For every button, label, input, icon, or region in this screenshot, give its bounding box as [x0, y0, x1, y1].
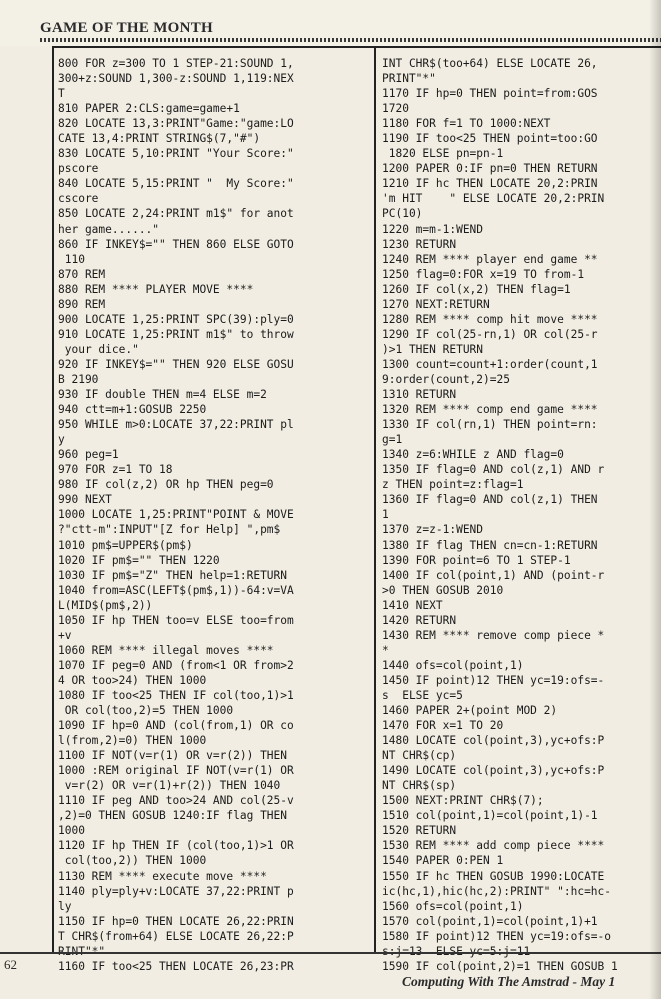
code-line: 9:order(count,2)=25: [382, 372, 510, 386]
code-line: 1110 IF peg AND too>24 AND col(25-v: [58, 794, 294, 808]
code-line: 1490 LOCATE col(point,3),yc+ofs:P: [382, 764, 605, 778]
code-line: z THEN point=z:flag=1: [382, 478, 524, 492]
code-line: 1240 REM **** player end game **: [382, 252, 598, 266]
publication-title: Computing With The Amstrad - May 1: [402, 974, 616, 989]
code-line: NT CHR$(sp): [382, 779, 457, 793]
code-line: ?"ctt-m":INPUT"[Z for Help] ",pm$: [58, 523, 281, 537]
code-line: 1000 :REM original IF NOT(v=r(1) OR: [58, 764, 294, 778]
page-header: [0, 0, 661, 46]
code-line: 1: [382, 508, 389, 522]
code-line: 830 LOCATE 5,10:PRINT "Your Score:": [58, 147, 294, 161]
code-line: 1070 IF peg=0 AND (from<1 OR from>2: [58, 658, 294, 672]
code-line: 'm HIT " ELSE LOCATE 20,2:PRIN: [382, 192, 605, 206]
code-line: 960 peg=1: [58, 448, 119, 462]
code-line: 1460 PAPER 2+(point MOD 2): [382, 704, 558, 718]
code-line: 1400 IF col(point,1) AND (point-r: [382, 568, 605, 582]
code-line: v=r(2) OR v=r(1)+r(2)) THEN 1040: [58, 779, 281, 793]
code-line: 1440 ofs=col(point,1): [382, 658, 524, 672]
code-line: 1330 IF col(rn,1) THEN point=rn:: [382, 418, 598, 432]
code-line: 1510 col(point,1)=col(point,1)-1: [382, 809, 598, 823]
code-line: 1290 IF col(25-rn,1) OR col(25-r: [382, 327, 598, 341]
code-line: 1270 NEXT:RETURN: [382, 297, 490, 311]
code-line: your dice.": [58, 342, 139, 356]
code-line: 1140 ply=ply+v:LOCATE 37,22:PRINT p: [58, 884, 294, 898]
code-line: 1100 IF NOT(v=r(1) OR v=r(2)) THEN: [58, 749, 288, 763]
code-line: cscore: [58, 192, 99, 206]
code-line: 1000: [58, 824, 85, 838]
code-line: 1200 PAPER 0:IF pn=0 THEN RETURN: [382, 162, 598, 176]
code-line: 1050 IF hp THEN too=v ELSE too=from: [58, 613, 294, 627]
code-line: 970 FOR z=1 TO 18: [58, 463, 173, 477]
code-line: 1350 IF flag=0 AND col(z,1) AND r: [382, 463, 605, 477]
code-line: col(too,2)) THEN 1000: [58, 854, 207, 868]
code-line: y: [58, 433, 65, 447]
code-line: 1280 REM **** comp hit move ****: [382, 312, 598, 326]
code-line: her game......": [58, 222, 160, 236]
code-line: 1210 IF hc THEN LOCATE 20,2:PRIN: [382, 177, 598, 191]
code-line: INT CHR$(too+64) ELSE LOCATE 26,: [382, 57, 598, 70]
code-line: 1310 RETURN: [382, 388, 457, 402]
code-line: 1520 RETURN: [382, 824, 457, 838]
code-line: 1130 REM **** execute move ****: [58, 869, 267, 883]
column-divider: [374, 46, 376, 952]
code-line: 1180 FOR f=1 TO 1000:NEXT: [382, 117, 551, 131]
code-line: PRINT"*": [382, 72, 436, 86]
code-line: 110: [58, 252, 85, 266]
code-line: 1420 RETURN: [382, 613, 457, 627]
code-line: 1500 NEXT:PRINT CHR$(7);: [382, 794, 544, 808]
code-line: 1250 flag=0:FOR x=19 TO from-1: [382, 267, 585, 281]
code-line: 1060 REM **** illegal moves ****: [58, 643, 274, 657]
code-line: 1530 REM **** add comp piece ****: [382, 839, 605, 853]
code-line: 870 REM: [58, 267, 106, 281]
code-line: 1820 ELSE pn=pn-1: [382, 147, 504, 161]
page-number: 62: [4, 957, 17, 972]
code-line: >0 THEN GOSUB 2010: [382, 583, 504, 597]
code-line: 810 PAPER 2:CLS:game=game+1: [58, 102, 240, 116]
code-line: 1570 col(point,1)=col(point,1)+1: [382, 914, 598, 928]
footer-rule: [0, 952, 661, 954]
code-line: 950 WHILE m>0:LOCATE 37,22:PRINT pl: [58, 418, 294, 432]
code-line: 1410 NEXT: [382, 598, 443, 612]
code-line: 1010 pm$=UPPER$(pm$): [58, 538, 193, 552]
code-line: 1360 IF flag=0 AND col(z,1) THEN: [382, 493, 598, 507]
code-listing-right-column: [382, 56, 661, 973]
code-line: T: [58, 87, 65, 101]
code-line: 1090 IF hp=0 AND (col(from,1) OR co: [58, 719, 294, 733]
code-line: 1000 LOCATE 1,25:PRINT"POINT & MOVE: [58, 508, 294, 522]
code-line: 1160 IF too<25 THEN LOCATE 26,23:PR: [58, 959, 294, 973]
code-line: 1260 IF col(x,2) THEN flag=1: [382, 282, 571, 296]
code-listing-left-column: [58, 56, 370, 973]
code-line: NT CHR$(cp): [382, 749, 457, 763]
code-line: 4 OR too>24) THEN 1000: [58, 673, 207, 687]
code-line: ly: [58, 899, 72, 913]
code-line: 1480 LOCATE col(point,3),yc+ofs:P: [382, 734, 605, 748]
code-line: )>1 THEN RETURN: [382, 342, 484, 356]
code-line: 940 ctt=m+1:GOSUB 2250: [58, 403, 207, 417]
code-line: s ELSE yc=5: [382, 688, 463, 702]
code-line: 1120 IF hp THEN IF (col(too,1)>1 OR: [58, 839, 294, 853]
code-line: 1150 IF hp=0 THEN LOCATE 26,22:PRIN: [58, 914, 294, 928]
code-line: 1030 IF pm$="Z" THEN help=1:RETURN: [58, 568, 288, 582]
code-line: 1040 from=ASC(LEFT$(pm$,1))-64:v=VA: [58, 583, 294, 597]
code-line: *: [382, 643, 389, 657]
header-rule: [40, 38, 661, 42]
code-line: pscore: [58, 162, 99, 176]
code-line: ic(hc,1),hic(hc,2):PRINT" ":hc=hc-: [382, 884, 612, 898]
code-line: 920 IF INKEY$="" THEN 920 ELSE GOSU: [58, 357, 294, 371]
code-line: 800 FOR z=300 TO 1 STEP-21:SOUND 1,: [58, 57, 294, 70]
code-line: 860 IF INKEY$="" THEN 860 ELSE GOTO: [58, 237, 294, 251]
code-line: 1220 m=m-1:WEND: [382, 222, 484, 236]
page-edge-shadow: [649, 0, 661, 999]
code-line: 1230 RETURN: [382, 237, 457, 251]
code-line: 980 IF col(z,2) OR hp THEN peg=0: [58, 478, 274, 492]
code-line: L(MID$(pm$,2)): [58, 598, 153, 612]
code-line: 990 NEXT: [58, 493, 112, 507]
code-line: +v: [58, 628, 72, 642]
code-line: 300+z:SOUND 1,300-z:SOUND 1,119:NEX: [58, 72, 294, 86]
code-line: T CHR$(from+64) ELSE LOCATE 26,22:P: [58, 929, 294, 943]
code-line: 1470 FOR x=1 TO 20: [382, 719, 504, 733]
code-line: CATE 13,4:PRINT STRING$(7,"#"): [58, 132, 261, 146]
code-line: B 2190: [58, 372, 99, 386]
code-line: 880 REM **** PLAYER MOVE ****: [58, 282, 254, 296]
code-line: 1580 IF point)12 THEN yc=19:ofs=-o: [382, 929, 612, 943]
code-line: 900 LOCATE 1,25:PRINT SPC(39):ply=0: [58, 312, 294, 326]
code-line: PC(10): [382, 207, 423, 221]
section-title: GAME OF THE MONTH: [40, 20, 214, 36]
code-line: ,2)=0 THEN GOSUB 1240:IF flag THEN: [58, 809, 288, 823]
code-line: 1080 IF too<25 THEN IF col(too,1)>1: [58, 688, 294, 702]
code-line: 820 LOCATE 13,3:PRINT"Game:"game:LO: [58, 117, 294, 131]
code-line: 910 LOCATE 1,25:PRINT m1$" to throw: [58, 327, 294, 341]
code-line: 840 LOCATE 5,15:PRINT " My Score:": [58, 177, 294, 191]
code-line: 1430 REM **** remove comp piece *: [382, 628, 605, 642]
code-line: 890 REM: [58, 297, 106, 311]
code-line: 1550 IF hc THEN GOSUB 1990:LOCATE: [382, 869, 605, 883]
code-line: 1190 IF too<25 THEN point=too:GO: [382, 132, 598, 146]
code-line: 1380 IF flag THEN cn=cn-1:RETURN: [382, 538, 598, 552]
code-line: 1020 IF pm$="" THEN 1220: [58, 553, 220, 567]
code-line: 1370 z=z-1:WEND: [382, 523, 484, 537]
code-line: l(from,2)=0) THEN 1000: [58, 734, 207, 748]
code-line: 1300 count=count+1:order(count,1: [382, 357, 598, 371]
code-line: 1590 IF col(point,2)=1 THEN GOSUB 1: [382, 959, 618, 973]
code-line: 850 LOCATE 2,24:PRINT m1$" for anot: [58, 207, 294, 221]
code-line: OR col(too,2)=5 THEN 1000: [58, 704, 234, 718]
code-line: 1170 IF hp=0 THEN point=from:GOS: [382, 87, 598, 101]
code-line: 1340 z=6:WHILE z AND flag=0: [382, 448, 564, 462]
code-line: 1720: [382, 102, 409, 116]
code-line: 930 IF double THEN m=4 ELSE m=2: [58, 388, 267, 402]
code-line: 1390 FOR point=6 TO 1 STEP-1: [382, 553, 571, 567]
code-line: 1450 IF point)12 THEN yc=19:ofs=-: [382, 673, 605, 687]
code-line: 1560 ofs=col(point,1): [382, 899, 524, 913]
code-line: 1320 REM **** comp end game ****: [382, 403, 598, 417]
code-line: g=1: [382, 433, 403, 447]
code-line: 1540 PAPER 0:PEN 1: [382, 854, 504, 868]
